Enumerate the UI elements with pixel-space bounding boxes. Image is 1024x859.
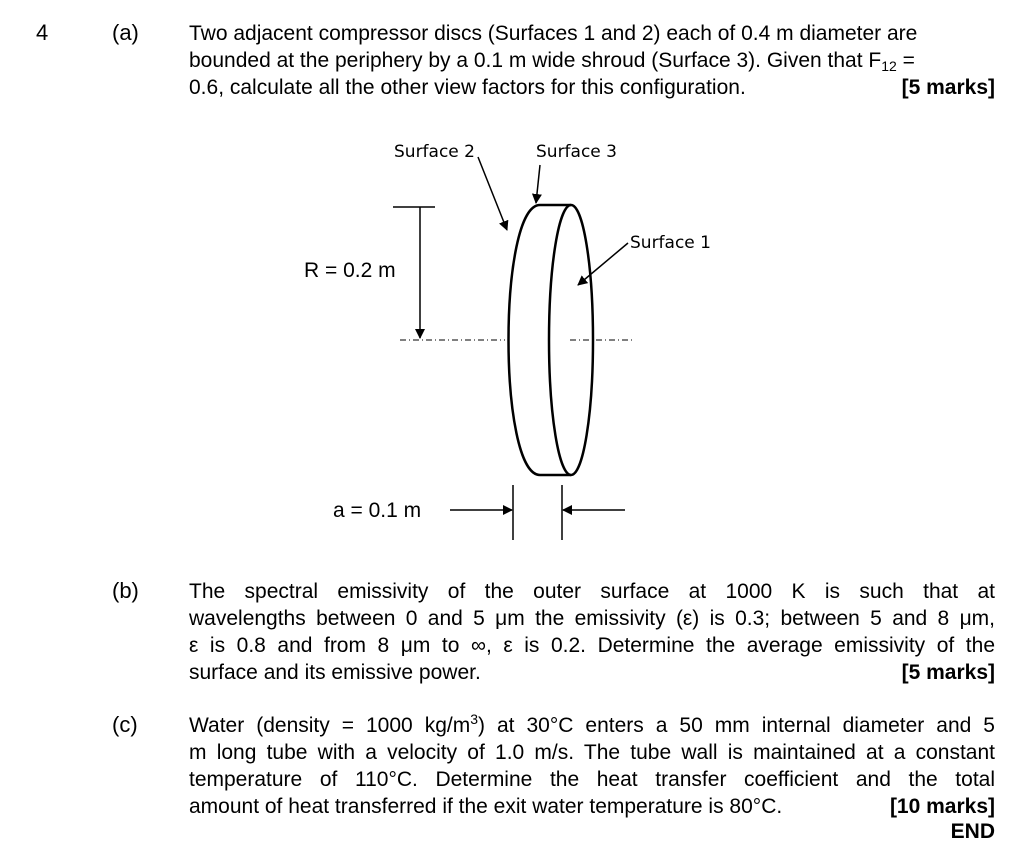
- question-number: 4: [36, 20, 49, 45]
- part-c-line-1: [189, 712, 995, 739]
- surface-2-pointer: [478, 157, 507, 230]
- view-factor-subscript: 12: [881, 58, 897, 74]
- part-c-line-1-b: ) at 30°C enters a 50 mm internal diameter and 5: [478, 714, 995, 737]
- part-b-marks: [5 marks]: [901, 661, 995, 684]
- width-label: a = 0.1 m: [333, 499, 422, 522]
- part-a-line-2-tail: =: [896, 49, 915, 72]
- part-b-line-3: ε is 0.8 and from 8 μm to ∞, ε is 0.2. Determine the average emissivity of the: [189, 634, 995, 657]
- radius-label: R = 0.2 m: [304, 259, 396, 282]
- surface-1-pointer: [578, 243, 628, 285]
- part-b-text: [189, 578, 995, 686]
- part-c-text: [189, 712, 995, 820]
- part-c-line-2: m long tube with a velocity of 1.0 m/s. The tube wall is maintained at a constant: [189, 741, 995, 764]
- part-c-label: (c): [112, 712, 138, 737]
- density-unit-superscript: 3: [470, 711, 478, 727]
- part-c-line-4-row: [189, 793, 995, 820]
- disc-surface-2-outline: [509, 205, 541, 475]
- part-a-line-3-row: [189, 74, 995, 101]
- part-c-line-4: amount of heat transferred if the exit water temperature is 80°C.: [189, 795, 783, 818]
- surface-2-label: Surface 2: [394, 142, 475, 162]
- surface-3-pointer: [536, 165, 540, 203]
- part-a-line-2-main: bounded at the periphery by a 0.1 m wide shroud (Surface 3). Given that F: [189, 49, 882, 72]
- part-c-line-1-a: Water (density = 1000 kg/m: [189, 714, 471, 737]
- part-b-line-4: surface and its emissive power.: [189, 661, 481, 684]
- part-a-line-1: Two adjacent compressor discs (Surfaces 1 and 2) each of 0.4 m diameter are: [189, 22, 918, 45]
- part-c-marks: [10 marks]: [889, 795, 995, 818]
- part-a-line-2: [189, 47, 995, 74]
- part-a-line-3: 0.6, calculate all the other view factors for this configuration.: [189, 76, 746, 99]
- end-marker: END: [950, 820, 995, 843]
- part-b-line-4-row: [189, 659, 995, 686]
- part-a-label: (a): [112, 20, 139, 45]
- part-c-line-3: temperature of 110°C. Determine the heat transfer coefficient and the total: [189, 768, 995, 791]
- surface-3-label: Surface 3: [536, 142, 617, 162]
- part-b-line-1: The spectral emissivity of the outer surface at 1000 K is such that at: [189, 580, 995, 603]
- compressor-disc-diagram: [290, 135, 730, 545]
- part-a-text: [189, 20, 995, 101]
- part-b-line-2: wavelengths between 0 and 5 μm the emissivity (ε) is 0.3; between 5 and 8 μm,: [189, 607, 995, 630]
- surface-1-label: Surface 1: [630, 233, 711, 253]
- part-b-label: (b): [112, 578, 139, 603]
- part-a-marks: [5 marks]: [901, 76, 995, 99]
